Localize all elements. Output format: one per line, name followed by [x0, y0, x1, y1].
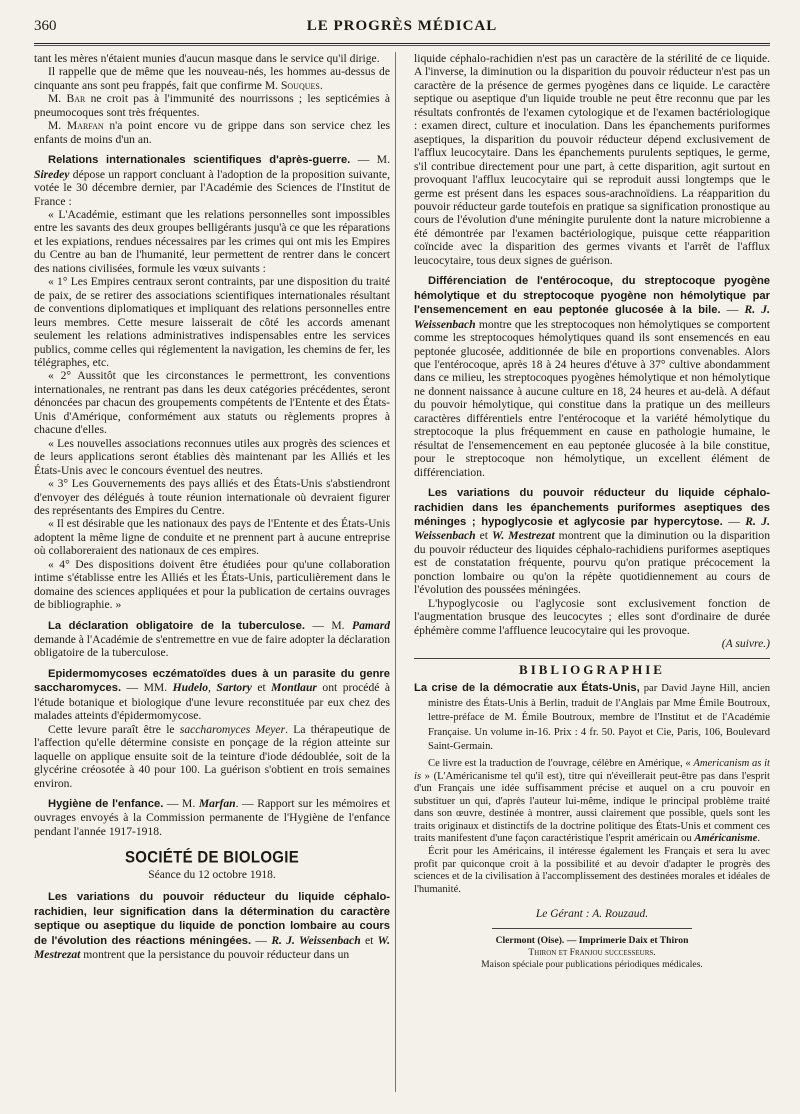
paragraph: Cette levure paraît être le saccharomyces Meyer. La thérapeutique de l'affection qu'elle détermine consiste en ponçage de la région atteinte sur laquelle on applique ensuite soit de la teinture d'iode dédoublée, soit de la glycérine créosotée à 40 pour 100. La guérison s'obtient en trois semaines environ. [34, 722, 390, 790]
article-title: Relations internationales scientifiques d'après-guerre. [48, 154, 351, 167]
article-differenciation: Différenciation de l'entérocoque, du streptocoque pyogène hémolytique et du streptocoque pyogène non hémolytique par l'ensemencement en eau peptonée glucosée à la bile. — R. J. Weissenbach montre que les streptocoques non hémolytiques se comportent comme les streptocoques hémolytiques quand ils sont ensemencés en eau peptonée glucosée, additionnée de bile en proportions convenables. Alors que l'entérocoque, après 18 à 24 heures d'étuve à 37° cultive abondamment dans ce milieu, les streptocoques pyogènes hémolytique et non hémolytique ne donnent naissance à aucune culture en 18, 24 heures et au-delà. A défaut du pouvoir hémolytique, qui constitue dans la pratique un des meilleurs caractères différentiels entre l'entérocoque et la variété hémolytique du streptocoque la plus fréquemment en cause en pathologie humaine, le résultat de l'ensemencement en eau peptonée glucosée à la bile constitue, pour le streptocoque non hémolytique, un excellent élément de différenciation. [414, 275, 770, 479]
author-name: Souques [280, 78, 320, 92]
continued-note: (A suivre.) [721, 637, 770, 651]
quote-paragraph: « 1° Les Empires centraux seront contraints, par une disposition du traité de paix, de se retirer des associations scientifiques internationales résultant de conventions diplomatiques et impliquant des relations personnelles entre leurs membres. Cette mesure laisserait de côté les accords amenant seulement les relations administratives indispensables entre les services publics, comme celles qui réglementent la navigation, les chemins de fer, les télégraphes, etc. [34, 275, 390, 369]
paragraph: tant les mères n'étaient munies d'aucun masque dans le service qu'il dirige. [34, 52, 380, 65]
book-title: La crise de la démocratie aux États-Unis, [414, 681, 640, 694]
article-epidermomycoses: Epidermomycoses eczématoïdes dues à un parasite du genre saccharomyces. — MM. Hudelo, Sartory et Montlaur ont procédé à l'étude botanique et biologique d'une levure reconstituée par eux chez des malades atteints d'épidermomycose. [34, 667, 390, 723]
paragraph: Il rappelle que de même que les nouveau-nés, les hommes au-dessus de cinquante ans sont peu frappés, fait que confirme M. Souques. [34, 65, 390, 92]
quote-paragraph: « 2° Aussitôt que les circonstances le permettront, les conventions internationales, ne rentrant pas dans les deux catégories précédentes, seront dénoncées par chacun des groupements compétents de l'Entente et des États-Unis d'Amérique, conformément aux statuts ou règlements propres à chacune d'elles. [34, 369, 390, 437]
gerant-signature: Le Gérant : A. Rouzaud. [535, 908, 649, 921]
author-name: W. Mestrezat [34, 933, 390, 962]
page-number: 360 [34, 18, 57, 34]
author-name: Hudelo [172, 681, 209, 695]
section-date: Séance du 12 octobre 1918. [148, 868, 276, 881]
printer-line: Maison spéciale pour publications périodiques médicales. [481, 958, 703, 970]
journal-title: LE PROGRÈS MÉDICAL [306, 18, 498, 34]
author-name: Montlaur [271, 681, 317, 695]
author-name: M. Bar [48, 92, 86, 106]
review-paragraph: Ce livre est la traduction de l'ouvrage, célèbre en Amérique, « Americanism as it is » (L'Américanisme tel qu'il est), titre qui n'éveillerait peut-être pas dans l'esprit d'un Français une idée suffisamment précise et auquel on a cru pouvoir en substituer un qui, d'après l'auteur lui-même, indique le principal problème traité dans son œuvre, destinée à montrer, aussi clairement que possible, quels sont les traits originaux et distinctifs de la doctrine politique des États-Unis et comment ces traits manifestent d'une façon caractéristique l'esprit américain ou Américanisme. [414, 757, 770, 845]
author-name: R. J. Weissenbach [271, 933, 361, 947]
quote-paragraph: « 4° Des dispositions doivent être étudiées pour qu'une collaboration intime s'établisse entre les Alliés et les États-Unis, particulièrement dans le domaine des sciences appliquées et pour la publication de certains ouvrages de bibliographie. » [34, 557, 390, 612]
quote-paragraph: « Il est désirable que les nationaux des pays de l'Entente et des États-Unis adoptent la même ligne de conduite et ne prennent part à aucune entreprise où collaboreraient des nationaux de ces empires. [34, 517, 390, 558]
page-header [34, 18, 770, 40]
header-rule [34, 43, 770, 46]
footer-rule [492, 928, 692, 929]
bibliography-rule [414, 658, 770, 659]
article-title: Les variations du pouvoir réducteur du liquide céphalo-rachidien dans les épanchements puriformes aseptiques des méninges ; hypoglycosie et aglycosie par hypercytose. [414, 487, 770, 528]
article-hygiene: Hygiène de l'enfance. — M. Marfan. — Rapport sur les mémoires et ouvrages envoyés à la Commission permanente de l'Hygiène de l'enfance pendant l'année 1917-1918. [34, 797, 390, 838]
column-divider [395, 52, 396, 1092]
article-title: La déclaration obligatoire de la tuberculose. [48, 619, 305, 632]
printer-line: Thiron et Franjou successeurs. [528, 946, 656, 958]
author-name: R. J. Weissenbach [414, 514, 770, 543]
article-title: Les variations du pouvoir réducteur du liquide céphalo-rachidien, leur signification dans la détermination du caractère septique ou aseptique du liquide de ponction lombaire au cours de l'évolution des réactions méningées. [34, 891, 390, 947]
article-tuberculose: La déclaration obligatoire de la tuberculose. — M. Pamard demande à l'Académie de s'entremettre en vue de faire adopter la déclaration obligatoire de la tuberculose. [34, 618, 390, 660]
article-variations: Les variations du pouvoir réducteur du liquide céphalo-rachidien, leur signification dans la détermination du caractère septique ou aseptique du liquide de ponction lombaire au cours de l'évolution des réactions méningées. — R. J. Weissenbach et W. Mestrezat montrent que la persistance du pouvoir réducteur dans un [34, 891, 390, 962]
bibliography-entry: La crise de la démocratie aux États-Unis, par David Jayne Hill, ancien ministre des États-Unis à Berlin, traduit de l'Anglais par Mme Émile Boutroux, lettre-préface de M. Émile Boutroux, membre de l'Institut et de l'Académie Française. Un volume in-16. Prix : 4 fr. 50. Payot et Cie, Paris, 106, Boulevard Saint-Germain. [414, 681, 770, 753]
author-name: Siredey [34, 167, 70, 181]
article-title: Epidermomycoses eczématoïdes dues à un parasite du genre saccharomyces. [34, 667, 390, 695]
paragraph: L'hypoglycosie ou l'aglycosie sont exclusivement fonction de l'augmentation brusque des leucocytes ; elles sont d'ordinaire de durée éphémère comme l'affluence leucocytaire qui les provoque. [414, 596, 770, 637]
printer-line: Clermont (Oise). — Imprimerie Daix et Thiron [495, 934, 689, 946]
article-title: Différenciation de l'entérocoque, du streptocoque pyogène hémolytique et du streptocoque pyogène non hémolytique par l'ensemencement en eau peptonée glucosée à la bile. [414, 275, 770, 317]
species-name: saccharomyces Meyer [179, 722, 286, 736]
author-name: M. Marfan [48, 119, 104, 133]
author-name: W. Mestrezat [491, 529, 555, 543]
author-name: R. J. Weissenbach [414, 303, 770, 331]
quote-paragraph: « L'Académie, estimant que les relations personnelles sont impossibles entre les savants des deux groupes belligérants jusqu'à ce que les réparations et les expiations, rendues nécessaires par les crimes qui ont mis les Empires du Centre au ban de l'humanité, leur permettent de rentrer dans le concert des nations civilisées, formule les vœux suivants : [34, 207, 390, 275]
left-column [34, 52, 390, 1106]
article-hypoglycosie: Les variations du pouvoir réducteur du liquide céphalo-rachidien dans les épanchements puriformes aseptiques des méninges ; hypoglycosie et aglycosie par hypercytose. — R. J. Weissenbach et W. Mestrezat montrent que la diminution ou la disparition du pouvoir réducteur des liquides céphalo-rachidiens puriformes aseptiques est de constatation fréquente, pourvu qu'on pratique précocement la ponction lombaire ou qu'on la répète quotidiennement au cours de l'évolution des poussées méningées. [414, 487, 770, 597]
author-name: Marfan [198, 797, 236, 811]
paragraph: liquide céphalo-rachidien n'est pas un caractère de la stérilité de ce liquide. A l'inverse, la diminution ou la disparition du pouvoir réducteur n'est pas un caractère de la présence de germes pyogènes dans ce liquide. Le caractère septique ou aseptique d'un liquide trouble ne peut être reconnu que par les résultats confrontés de l'examen cytologique et de l'examen bactériologique : examen direct, culture et inoculation. Dans les épanchements puriformes aseptiques, la disparition du pouvoir réducteur dépend exclusivement de l'afflux leucocytaire. Dans les épanchements purulents septiques, le germe, s'il contribue directement pour une part, à cette disparition, agit surtout en provoquant l'afflux leucocytaire qui se reproduit aussi longtemps que le germe est présent dans les espaces sous-arachnoïdiens. La réapparition du pouvoir réducteur garde toutefois en pratique sa signification pronostique au cours de l'évolution d'une méningite purulente dont la nature microbienne a été démontrée par l'examen bactériologique, puisque cette réapparition coïncide avec la disparition des germes vivants et l'arrêt de l'afflux leucocytaire, tous deux signes de guérison. [414, 52, 770, 267]
quote-paragraph: « 3° Les Gouvernements des pays alliés et des États-Unis s'abstiendront d'envoyer des délégués à toute réunion internationale où devraient figurer des représentants des Empires du Centre. [34, 477, 390, 517]
right-column [414, 52, 770, 1106]
review-paragraph: Écrit pour les Américains, il intéresse également les Français et sera lu avec profit par quiconque croit à la possibilité et au devoir d'adapter le progrès des sciences et de la civilisation à l'accomplissement des destinées morales et idéales de l'humanité. [414, 846, 770, 895]
article-relations: Relations internationales scientifiques d'après-guerre. — M. Siredey dépose un rapport concluant à l'adoption de la proposition suivante, votée le 30 décembre dernier, par l'Académie des Sciences de l'Institut de France : [34, 153, 390, 208]
quote-paragraph: « Les nouvelles associations reconnues utiles aux progrès des sciences et de leurs applications seront établies dès maintenant par les Alliés et les États-Unis avec le concours éventuel des neutres. [34, 436, 390, 477]
bibliography-title: BIBLIOGRAPHIE [519, 662, 665, 678]
article-title: Hygiène de l'enfance. [48, 798, 164, 811]
author-name: Pamard [352, 618, 390, 632]
author-name: Sartory [216, 681, 252, 695]
section-title: SOCIÉTÉ DE BIOLOGIE [124, 848, 300, 868]
paragraph: M. Bar ne croit pas à l'immunité des nourrissons ; les septicémies à pneumocoques sont très fréquentes. [34, 92, 390, 119]
paragraph: M. Marfan n'a point encore vu de grippe dans son service chez les enfants de moins d'un an. [34, 119, 390, 146]
